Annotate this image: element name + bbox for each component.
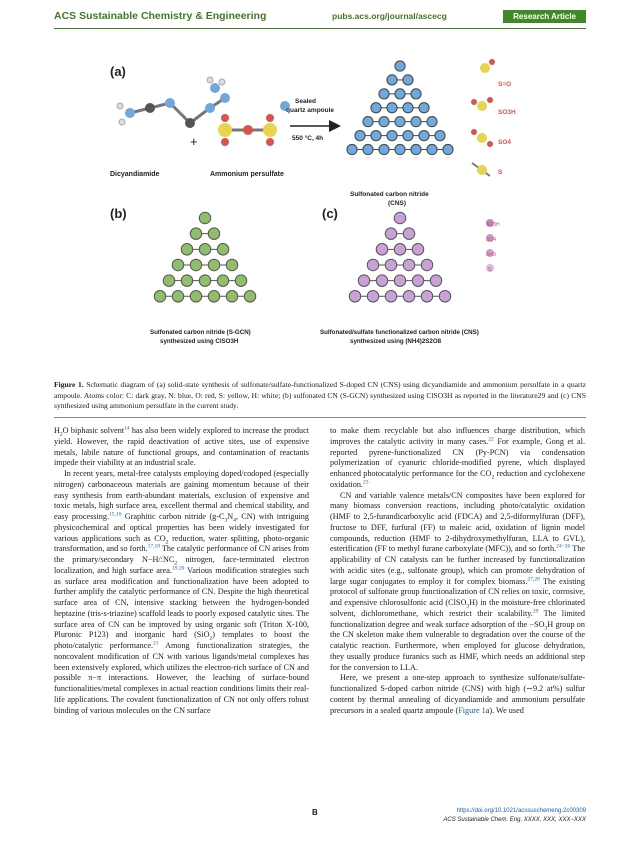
heptazine-unit	[395, 144, 405, 154]
heptazine-unit	[419, 130, 429, 140]
heptazine-unit	[208, 291, 220, 303]
heptazine-unit	[217, 244, 229, 256]
heptazine-unit	[379, 144, 389, 154]
journal-citation: ACS Sustainable Chem. Eng. XXXX, XXX, XXX−XXX	[443, 817, 586, 823]
heptazine-unit	[371, 103, 381, 113]
heptazine-unit	[199, 275, 211, 287]
heptazine-unit	[394, 212, 406, 224]
heptazine-unit	[421, 259, 433, 271]
heptazine-unit	[226, 291, 238, 303]
heptazine-unit	[347, 144, 357, 154]
paragraph: Here, we present a one-step approach to synthesize sulfonate/sulfate-functionalized S-doped carbon nitride (CNS) with high (∼9.2 at%) sulfur content by thermal annealing of dicyandiamide and ammonium persulfate precursors in a sealed quartz ampoule (Figure 1a). We used	[330, 673, 585, 715]
legend-a	[471, 59, 516, 176]
body-column-left	[54, 426, 309, 716]
heptazine-unit	[427, 117, 437, 127]
heptazine-unit	[199, 212, 211, 224]
journal-url[interactable]: pubs.acs.org/journal/ascecg	[332, 11, 447, 21]
heptazine-unit	[403, 259, 415, 271]
heptazine-unit	[412, 275, 424, 287]
heptazine-unit	[163, 275, 175, 287]
heptazine-unit	[411, 144, 421, 154]
heptazine-unit	[411, 117, 421, 127]
figure-1-graphic	[110, 58, 520, 348]
heptazine-unit	[172, 259, 184, 271]
legend-a-item-3: SO4	[498, 139, 512, 146]
plus-sign: +	[190, 134, 198, 149]
heptazine-unit	[395, 61, 405, 71]
heptazine-unit	[181, 275, 193, 287]
condition-line-2: quartz ampoule	[286, 107, 335, 114]
product-cns-network	[347, 61, 453, 155]
cns-network	[349, 212, 451, 302]
caption-label: Figure 1.	[54, 380, 84, 389]
panel-label-b: (b)	[110, 206, 127, 221]
page-header	[54, 10, 586, 26]
heptazine-unit	[349, 291, 361, 303]
reactant-2-label: Ammonium persulfate	[210, 171, 284, 178]
condition-line-3: 550 °C, 4h	[292, 135, 324, 142]
heptazine-unit	[363, 117, 373, 127]
dicyandiamide-molecule	[117, 93, 230, 128]
heptazine-unit	[244, 291, 256, 303]
heptazine-unit	[403, 75, 413, 85]
legend-c-item-1: SO3H	[486, 222, 500, 228]
heptazine-unit	[385, 259, 397, 271]
heptazine-unit	[387, 130, 397, 140]
body-column-right	[330, 426, 585, 716]
heptazine-unit	[355, 130, 365, 140]
heptazine-unit	[395, 89, 405, 99]
heptazine-unit	[376, 275, 388, 287]
caption-rule	[54, 417, 586, 418]
heptazine-unit	[443, 144, 453, 154]
product-label-2: (CNS)	[388, 200, 407, 207]
label-b-line-2: synthesized using ClSO3H	[160, 338, 239, 345]
legend-c-item-2: SO4	[486, 237, 497, 243]
heptazine-unit	[427, 144, 437, 154]
label-b-line-1: Sulfonated carbon nitride (S-GCN)	[150, 329, 251, 336]
heptazine-unit	[403, 130, 413, 140]
heptazine-unit	[385, 291, 397, 303]
heptazine-unit	[190, 291, 202, 303]
heptazine-unit	[419, 103, 429, 113]
paragraph: CN and variable valence metals/CN composites have been explored for many biomass conversion reactions, including photo/catalytic oxidation (HMF to 2,5-furandicarboxylic acid (FDCA) and 2,5-diformylfuran (DFF), fructose to DFF, furfural (FF) to maleic acid, oxidation of lignin model compounds, reduction (HMF to 2-dihydroxymethylfuran, LLA to GVL), esterification (FF to methyl furane carboxylate (MFC)), and so forth.$^{24-26}$ The applicability of CN catalysts can be further increased by functionalization with acidic sites (e.g., sulfonate group), which can promote dehydration of large sugar conjugates to employ it for complex biomass.$^{27,28}$ The existing protocol of sulfonate group functionalization of CN relies on toxic, corrosive, and expensive chlorosulfonic acid (ClSO$_3$H) in the moisture-free chlorinated solvent, dichloromethane, which restrict their scalability.$^{29}$ The limited functionalization degree and weak surface adsorption of the $-SO_3H$ group on the CN skeleton make them vulnerable to degradation over the course of the catalytic reaction. Furthermore, when employed for glucose dehydration, they usually produce furanics such as HMF, which needs an additional step for the conversion to LLA.	[330, 490, 586, 672]
heptazine-unit	[379, 89, 389, 99]
condition-line-1: Sealed	[295, 98, 316, 105]
heptazine-unit	[190, 259, 202, 271]
heptazine-unit	[363, 144, 373, 154]
legend-a-item-2: SO3H	[498, 109, 516, 116]
doi-link[interactable]: https://doi.org/10.1021/acssuschemeng.2c00309	[456, 808, 586, 814]
panel-label-a: (a)	[110, 64, 126, 79]
legend-a-item-4: S	[498, 169, 503, 176]
heptazine-unit	[379, 117, 389, 127]
figure-1	[110, 58, 520, 348]
paragraph: In recent years, metal-free catalysts employing doped/codoped (especially nitrogen) carbonaceous materials are gaining momentum because of their easy synthesis from earth-abundant materials, exclusion of expensive and toxic metals, high surface area, excellent thermal and chemical stability, and easy processing.$^{15,16}$ Graphitic carbon nitride ($g-C_3N_4$, CN) with intriguing physicochemical and optical properties has been widely investigated for various applications such as $CO_2$ reduction, water splitting, photo-organic transformation, and so forth.$^{17,18}$ The catalytic performance of CN arises from the primary/secondary $N-H/:NC_2$ nitrogen, face-terminated electron localization, and high surface area.$^{19,20}$ Various modification strategies such as surface area modification and functionalization have been adopted to further amplify the catalytic performance of CN. Despite the high theoretical surface area of CN, intensive stacking between the hydrogen-bonded heptazine (tris-s-triazine) scaffold leads to poorly exposed catalytic sites. The surface area of CN can be improved by using organic soft (Triton X-100, Pluronic P123) and inorganic hard (SiO$_2$) templates to boost the photo/catalytic performance.$^{21}$ Among functionalization strategies, the noncovalent modification of CN with various ligands/metal complexes has been extensively explored, which utilizes the electron-rich surface of CN and possible π−π interactions. However, the leaching of surface-bound functionalities/metal complexes in actual reaction conditions limits their real-life applications. The covalent functionalization of CN not only offers robust binding of various molecules on the CN surface	[54, 469, 309, 715]
heptazine-unit	[387, 75, 397, 85]
legend-c-item-4: S	[488, 267, 492, 273]
heptazine-unit	[154, 291, 166, 303]
heptazine-unit	[172, 291, 184, 303]
heptazine-unit	[435, 130, 445, 140]
heptazine-unit	[395, 117, 405, 127]
heptazine-unit	[367, 259, 379, 271]
heptazine-unit	[217, 275, 229, 287]
heptazine-unit	[367, 291, 379, 303]
heptazine-unit	[394, 244, 406, 256]
heptazine-unit	[403, 291, 415, 303]
heptazine-unit	[190, 228, 202, 240]
ammonium-persulfate-molecule	[207, 77, 290, 146]
heptazine-unit	[385, 228, 397, 240]
legend-c-item-3: S=O	[486, 252, 497, 258]
label-c-line-1: Sulfonated/sulfate functionalized carbon nitride (CNS)	[320, 329, 479, 336]
heptazine-unit	[371, 130, 381, 140]
heptazine-unit	[235, 275, 247, 287]
legend-c	[486, 219, 500, 273]
heptazine-unit	[411, 89, 421, 99]
reactant-1-label: Dicyandiamide	[110, 171, 160, 178]
paragraph: $H_2O$ biphasic solvent$^{14}$ has also been widely explored to increase the product yield. However, the rapid deactivation of active sites, use of expensive metals, labile nature of functional groups, and contamination of reactants impede their viability at an industrial scale.	[54, 425, 309, 468]
heptazine-unit	[430, 275, 442, 287]
heptazine-unit	[208, 259, 220, 271]
panel-label-c: (c)	[322, 206, 338, 221]
heptazine-unit	[394, 275, 406, 287]
heptazine-unit	[208, 228, 220, 240]
article-type-badge: Research Article	[503, 10, 586, 23]
heptazine-unit	[412, 244, 424, 256]
heptazine-unit	[403, 103, 413, 113]
heptazine-unit	[439, 291, 451, 303]
header-rule	[54, 28, 586, 29]
caption-text: Schematic diagram of (a) solid-state synthesis of sulfonate/sulfate-functionalized S-doped CN (CNS) using dicyandiamide and ammonium persulfate in a quartz ampoule. Atoms color: C: dark gray, N: blue, O: red, S: yellow, H: white; (b) sulfonated CN (S-GCN) synthesized using ClSO3H as reported in the literature29 and (c) CNS synthesized using ammonium persulfate in the current study.	[54, 380, 586, 411]
s-gcn-network	[154, 212, 256, 302]
paragraph: to make them recyclable but also influences charge distribution, which improves the catalytic activity in many cases.$^{22}$ For example, Gong et al. reported pyrene-functionalized CN (Py-PCN) via condensation polymerization of cyanuric chloride-modified pyrene, which displayed enhanced photocatalytic performance for the $CO_2$ reduction and cyclohexene oxidation.$^{23}$	[330, 426, 586, 489]
heptazine-unit	[421, 291, 433, 303]
figure-caption	[54, 380, 586, 412]
heptazine-unit	[181, 244, 193, 256]
heptazine-unit	[403, 228, 415, 240]
label-c-line-2: synthesized using (NH4)2S2O8	[350, 338, 442, 345]
heptazine-unit	[199, 244, 211, 256]
legend-a-item-1: S=O	[498, 81, 512, 88]
heptazine-unit	[358, 275, 370, 287]
product-label-1: Sulfonated carbon nitride	[350, 191, 429, 198]
heptazine-unit	[387, 103, 397, 113]
heptazine-unit	[376, 244, 388, 256]
heptazine-unit	[226, 259, 238, 271]
journal-name: ACS Sustainable Chemistry & Engineering	[54, 10, 267, 22]
page-number: B	[312, 808, 318, 817]
